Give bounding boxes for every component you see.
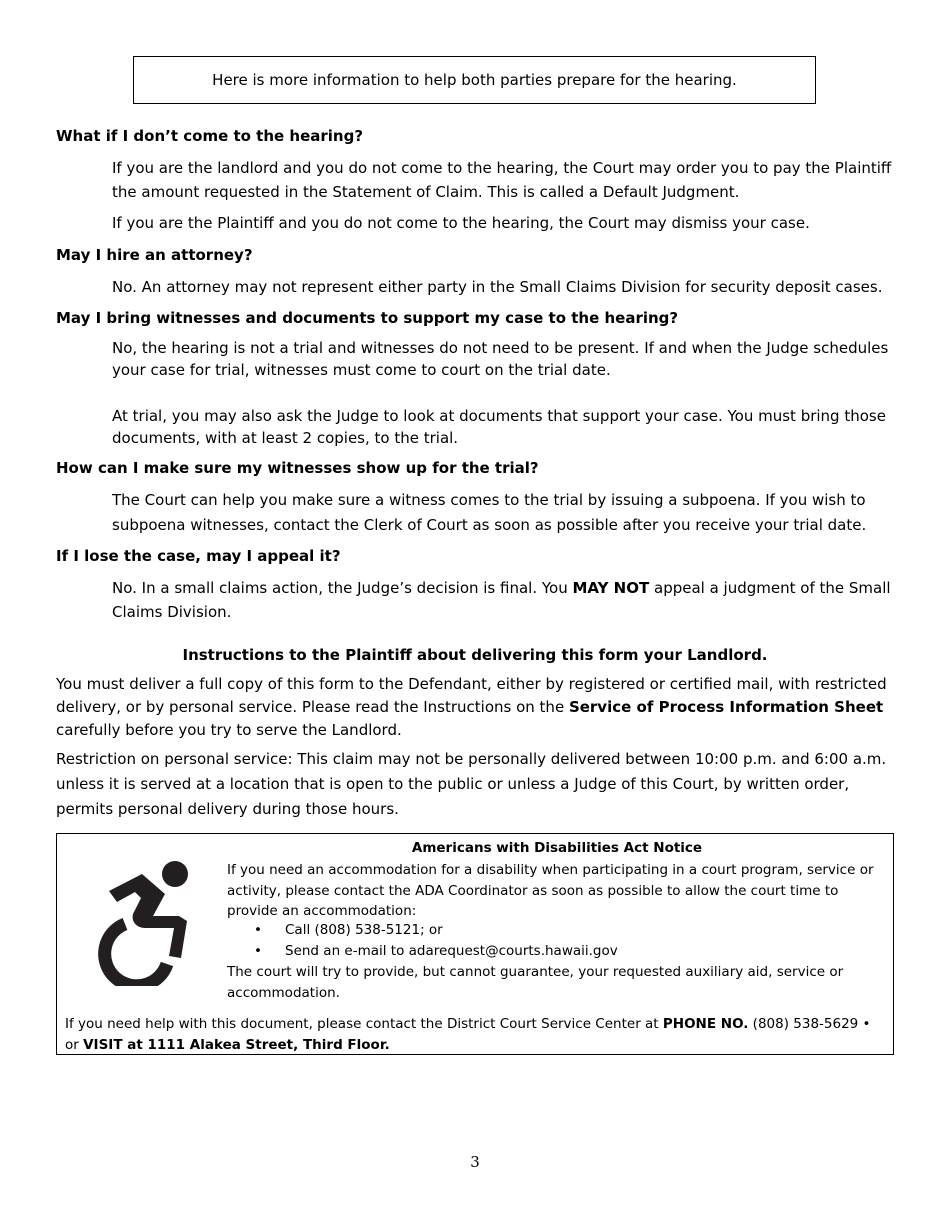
accessibility-icon <box>87 846 207 986</box>
page-number: 3 <box>470 1153 480 1171</box>
faq-question-appeal: If I lose the case, may I appeal it? <box>56 547 341 565</box>
intro-box <box>133 56 816 104</box>
instructions-restriction-paragraph: Restriction on personal service: This claim may not be personally delivered between 10:00 p.m. and 6:00 a.m. unless it is served at a location that is open to the public or unless a Judge of this Court, by written order, permits personal delivery during those hours. <box>56 750 887 818</box>
faq-answer-attorney: No. An attorney may not represent either party in the Small Claims Division for security deposit cases. <box>112 278 883 296</box>
ada-title: Americans with Disabilities Act Notice <box>411 840 703 856</box>
ada-help-line: If you need help with this document, please contact the District Court Service Center at PHONE NO. (808) 538-5629 • or VISIT at 1111 Alakea Street, Third Floor. <box>65 1016 871 1053</box>
phone-label: PHONE NO. <box>662 1016 749 1032</box>
ada-item-email: • Send an e-mail to adarequest@courts.hawaii.gov <box>227 941 887 962</box>
ada-notice-box <box>56 833 894 1055</box>
instructions-heading: Instructions to the Plaintiff about delivering this form your Landlord. <box>182 646 768 664</box>
may-not-emphasis: MAY NOT <box>572 579 650 597</box>
faq-answer-documents: At trial, you may also ask the Judge to look at documents that support your case. You must bring those documents, with at least 2 copies, to the trial. <box>112 407 886 447</box>
ada-item-call: • Call (808) 538-5121; or <box>227 920 887 941</box>
faq-question-no-show: What if I don’t come to the hearing? <box>56 127 364 145</box>
intro-text: Here is more information to help both parties prepare for the hearing. <box>212 71 737 89</box>
faq-answer-no-show-plaintiff: If you are the Plaintiff and you do not come to the hearing, the Court may dismiss your case. <box>112 214 810 232</box>
ada-contact-list <box>227 920 887 961</box>
faq-answer-no-show-landlord: If you are the landlord and you do not come to the hearing, the Court may order you to pay the Plaintiff the amount requested in the Statement of Claim. This is called a Default Judgment. <box>112 159 892 201</box>
faq-question-subpoena: How can I make sure my witnesses show up for the trial? <box>56 459 539 477</box>
faq-answer-witnesses: No, the hearing is not a trial and witnesses do not need to be present. If and when the Judge schedules your case for trial, witnesses must come to court on the trial date. <box>112 339 889 379</box>
visit-address: VISIT at 1111 Alakea Street, Third Floor. <box>83 1036 390 1053</box>
faq-answer-subpoena: The Court can help you make sure a witness comes to the trial by issuing a subpoena. If you wish to subpoena witnesses, contact the Clerk of Court as soon as possible after you receive your trial date. <box>112 491 867 534</box>
faq-question-attorney: May I hire an attorney? <box>56 246 253 264</box>
ada-intro: If you need an accommodation for a disability when participating in a court program, service or activity, please contact the ADA Coordinator as soon as possible to allow the court time to provide an accommodation: <box>227 862 874 919</box>
faq-question-witnesses: May I bring witnesses and documents to support my case to the hearing? <box>56 309 679 327</box>
ada-outro: The court will try to provide, but cannot guarantee, your requested auxiliary aid, service or accommodation. <box>227 964 844 1001</box>
instructions-delivery-paragraph: You must deliver a full copy of this form to the Defendant, either by registered or certified mail, with restricted delivery, or by personal service. Please read the Instructions on the Service of Process Information Sheet carefully before you try to serve the Landlord. <box>56 675 887 739</box>
service-sheet-emphasis: Service of Process Information Sheet <box>568 698 884 716</box>
faq-answer-appeal: No. In a small claims action, the Judge’s decision is final. You MAY NOT appeal a judgment of the Small Claims Division. <box>112 579 891 621</box>
